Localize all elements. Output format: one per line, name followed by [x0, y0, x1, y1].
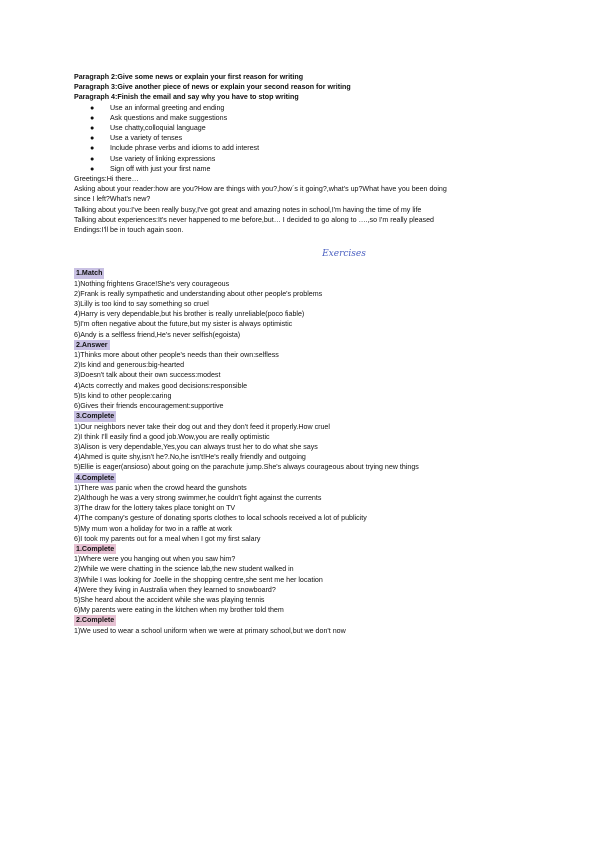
- exercise-item: 5)My mum won a holiday for two in a raffle at work: [74, 524, 232, 533]
- bullet-dot-icon: ●: [90, 164, 95, 173]
- intro-block: [74, 72, 574, 235]
- exercise-item: 4)Were they living in Australia when they learned to snowboard?: [74, 585, 276, 594]
- exercise-item: 3)The draw for the lottery takes place tonight on TV: [74, 504, 236, 513]
- exercise-item: 5)I'm often negative about the future,but my sister is always optimistic: [74, 320, 293, 329]
- tip-bullet-text: Use a variety of tenses: [110, 134, 183, 143]
- phrase-line: since I left?What's new?: [74, 195, 151, 204]
- exercise-item: 1)Our neighbors never take their dog out and they don't feed it properly.How cruel: [74, 422, 330, 431]
- exercise-section: [74, 411, 574, 472]
- exercise-item: 1)Where were you hanging out when you saw him?: [74, 555, 236, 564]
- tip-bullet-item: [90, 154, 574, 164]
- phrase-line: Greetings:Hi there…: [74, 175, 139, 184]
- exercise-heading: 1.Match: [76, 269, 103, 278]
- bullet-dot-icon: ●: [90, 113, 95, 122]
- exercise-item: 6)My parents were eating in the kitchen when my brother told them: [74, 606, 284, 615]
- tip-bullet-text: Use an informal greeting and ending: [110, 103, 225, 112]
- exercise-item: 2)Although he was a very strong swimmer,he couldn't fight against the currents: [74, 493, 322, 502]
- exercise-item: 6)Andy is a selfless friend,He's never selfish(egoista): [74, 330, 241, 339]
- exercise-item: 6)Gives their friends encouragement:supportive: [74, 402, 224, 411]
- exercise-item: 5)She heard about the accident while she was playing tennis: [74, 595, 265, 604]
- document-page: [74, 72, 574, 636]
- exercise-heading: 4.Complete: [76, 473, 115, 482]
- phrase-line: Talking about you:I've been really busy,I've got great and amazing notes in school,I'm having the time of my life: [74, 205, 422, 214]
- exercise-item: 4)The company's gesture of donating sports clothes to local schools received a lot of publicity: [74, 514, 367, 523]
- bullet-dot-icon: ●: [90, 144, 95, 153]
- exercises-title: Exercises: [322, 249, 366, 260]
- exercise-section: [74, 473, 574, 544]
- tip-bullet-item: [90, 164, 574, 174]
- tips-bullet-list: [74, 103, 574, 174]
- exercise-item: 3)Lilly is too kind to say something so cruel: [74, 300, 209, 309]
- exercise-item: 3)Alison is very dependable,Yes,you can always trust her to do what she says: [74, 442, 318, 451]
- exercise-section: [74, 615, 574, 635]
- paragraph-3-instruction: Paragraph 3:Give another piece of news or explain your second reason for writing: [74, 83, 351, 92]
- exercise-item: 3)Doesn't talk about their own success:modest: [74, 371, 221, 380]
- tip-bullet-item: [90, 103, 574, 113]
- exercise-item: 2)Frank is really sympathetic and understanding about other people's problems: [74, 289, 323, 298]
- exercise-item: 4)Acts correctly and makes good decisions:responsible: [74, 381, 248, 390]
- exercise-item: 1)We used to wear a school uniform when we were at primary school,but we don't now: [74, 626, 346, 635]
- paragraph-4-instruction: Paragraph 4:Finish the email and say why you have to stop writing: [74, 93, 299, 102]
- exercise-heading: 1.Complete: [76, 544, 115, 553]
- exercise-heading: 3.Complete: [76, 412, 115, 421]
- exercise-item: 1)Thinks more about other people's needs than their own:selfless: [74, 351, 279, 360]
- tip-bullet-text: Use chatty,colloquial language: [110, 124, 206, 133]
- phrase-line: Talking about experiences:It's never happened to me before,but… I decided to go along to ….,so I'm really pleased: [74, 215, 434, 224]
- exercise-item: 6)I took my parents out for a meal when I got my first salary: [74, 534, 261, 543]
- paragraph-2-instruction: Paragraph 2:Give some news or explain your first reason for writing: [74, 73, 304, 81]
- exercise-section: [74, 268, 574, 339]
- tip-bullet-text: Include phrase verbs and idioms to add interest: [110, 144, 260, 153]
- tip-bullet-item: [90, 133, 574, 143]
- exercises-block: [74, 268, 574, 635]
- phrases-block: [74, 174, 574, 235]
- tip-bullet-text: Use variety of linking expressions: [110, 154, 216, 163]
- exercise-section: [74, 544, 574, 615]
- exercise-item: 4)Ahmed is quite shy,isn't he?.No,he isn't!He's really friendly and outgoing: [74, 453, 306, 462]
- exercise-item: 5)Ellie is eager(ansioso) about going on the parachute jump.She's always courageous about trying new things: [74, 463, 419, 472]
- phrase-line: Endings:I'll be in touch again soon.: [74, 226, 184, 235]
- exercise-item: 2)Is kind and generous:big-hearted: [74, 361, 185, 370]
- exercise-item: 5)Is kind to other people:caring: [74, 391, 172, 400]
- exercise-item: 3)While I was looking for Joelle in the shopping centre,she sent me her location: [74, 575, 323, 584]
- bullet-dot-icon: ●: [90, 103, 95, 112]
- exercise-section: [74, 340, 574, 411]
- exercise-item: 2)While we were chatting in the science lab,the new student walked in: [74, 565, 294, 574]
- bullet-dot-icon: ●: [90, 124, 95, 133]
- tip-bullet-item: [90, 123, 574, 133]
- exercise-item: 1)There was panic when the crowd heard the gunshots: [74, 483, 247, 492]
- phrase-line: Asking about your reader:how are you?How are things with you?,how´s it going?,what's up?What have you been doing: [74, 185, 447, 194]
- exercise-item: 2)I think I'll easily find a good job.Wow,you are really optimistic: [74, 432, 270, 441]
- exercise-heading: 2.Answer: [76, 340, 108, 349]
- exercise-item: 1)Nothing frightens Grace!She's very courageous: [74, 279, 230, 288]
- exercise-heading: 2.Complete: [76, 616, 115, 625]
- bullet-dot-icon: ●: [90, 134, 95, 143]
- bullet-dot-icon: ●: [90, 154, 95, 163]
- tip-bullet-text: Ask questions and make suggestions: [110, 113, 228, 122]
- exercise-item: 4)Harry is very dependable,but his brother is really unreliable(poco fiable): [74, 310, 305, 319]
- tip-bullet-text: Sign off with just your first name: [110, 164, 211, 173]
- tip-bullet-item: [90, 113, 574, 123]
- tip-bullet-item: [90, 143, 574, 153]
